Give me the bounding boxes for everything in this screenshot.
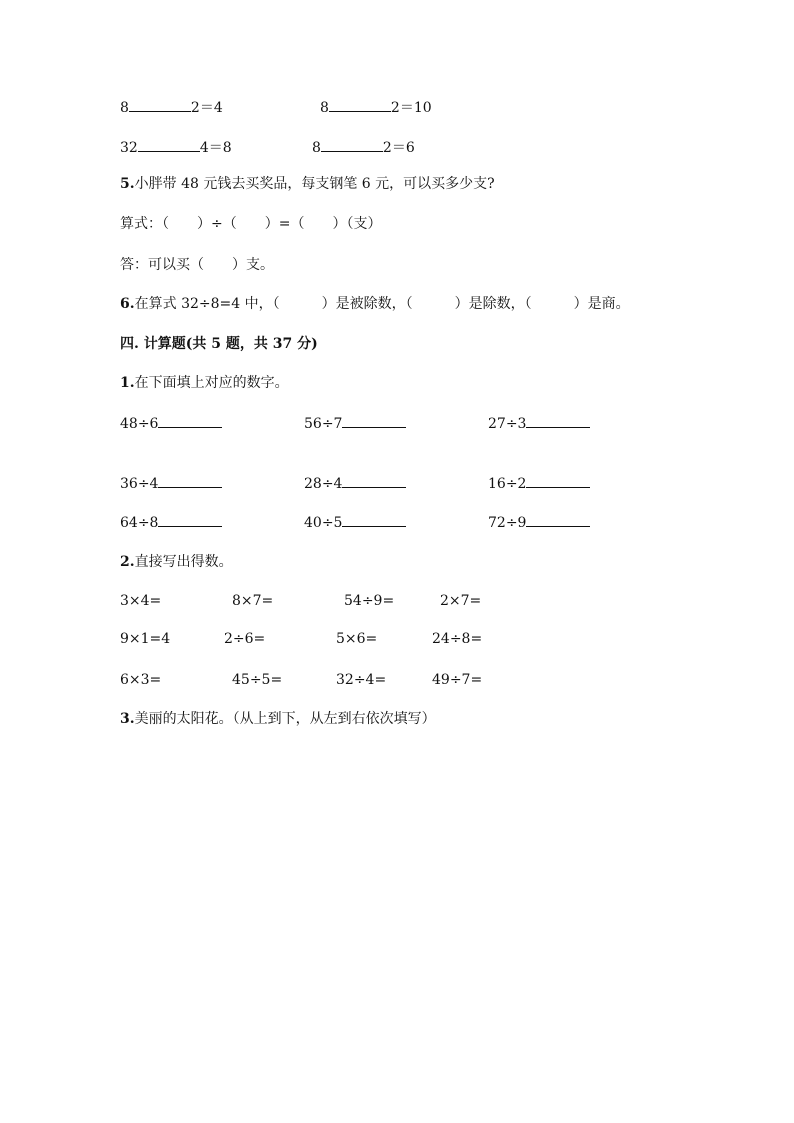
question-text: 小胖带 48 元钱去买奖品，每支钢笔 6 元，可以买多少支? [134, 176, 495, 192]
fill-op-row-1-right [320, 97, 432, 118]
calc-1-item [304, 473, 406, 494]
question-5-formula: 算式：（ ）÷（ ）=（ ）（支） [120, 216, 382, 232]
calc-1-item [488, 413, 590, 434]
expression: 40÷5 [304, 515, 343, 531]
operand: 2＝10 [390, 100, 432, 116]
operand: 8 [320, 100, 329, 116]
expression: 16÷2 [488, 476, 527, 492]
calc-2-item: 24÷8= [432, 631, 483, 647]
calc-2-item: 2×7= [440, 593, 482, 609]
calc-1-item [120, 473, 222, 494]
calc-2-item: 6×3= [120, 672, 162, 688]
fill-op-row-2-right [312, 137, 415, 158]
question-number: 3. [120, 711, 135, 727]
answer-blank[interactable] [342, 473, 406, 488]
question-text: 直接写出得数。 [134, 554, 233, 570]
question-number: 1. [120, 375, 135, 391]
calc-2-item: 49÷7= [432, 672, 483, 688]
calc-1-item [304, 512, 406, 533]
answer-blank[interactable] [158, 413, 222, 428]
expression: 72÷9 [488, 515, 527, 531]
answer-blank[interactable] [526, 512, 590, 527]
answer-blank[interactable] [321, 137, 383, 152]
calc-1-heading [120, 373, 289, 393]
fill-op-row-1-left [120, 97, 223, 118]
answer-blank[interactable] [138, 137, 200, 152]
calc-2-item: 54÷9= [344, 593, 395, 609]
calc-3-heading [120, 709, 436, 729]
question-6 [120, 294, 630, 314]
answer-blank[interactable] [342, 512, 406, 527]
answer-blank[interactable] [158, 512, 222, 527]
calc-1-item [304, 413, 406, 434]
expression: 48÷6 [120, 416, 159, 432]
calc-2-item: 2÷6= [224, 631, 266, 647]
calc-1-item [120, 512, 222, 533]
calc-2-item: 32÷4= [336, 672, 387, 688]
expression: 64÷8 [120, 515, 159, 531]
answer-blank[interactable] [158, 473, 222, 488]
operand: 8 [120, 100, 129, 116]
calc-1-item [488, 473, 590, 494]
calc-1-item [488, 512, 590, 533]
operand: 2＝4 [190, 100, 223, 116]
calc-2-item: 3×4= [120, 593, 162, 609]
answer-blank[interactable] [129, 97, 191, 112]
calc-2-item: 5×6= [336, 631, 378, 647]
calc-2-heading [120, 552, 233, 572]
calc-1-item [120, 413, 222, 434]
question-text: 美丽的太阳花。（从上到下，从左到右依次填写） [134, 711, 436, 727]
operand: 2＝6 [382, 140, 415, 156]
operand: 4＝8 [199, 140, 232, 156]
answer-blank[interactable] [526, 473, 590, 488]
expression: 28÷4 [304, 476, 343, 492]
question-text: 在下面填上对应的数字。 [134, 375, 289, 391]
expression: 36÷4 [120, 476, 159, 492]
section-heading: 四. 计算题(共 5 题，共 37 分) [120, 336, 318, 352]
question-number: 6. [120, 296, 135, 312]
answer-blank[interactable] [342, 413, 406, 428]
calc-2-item: 9×1=4 [120, 631, 171, 647]
operand: 32 [120, 140, 138, 156]
operand: 8 [312, 140, 321, 156]
calc-2-item: 8×7= [232, 593, 274, 609]
answer-blank[interactable] [526, 413, 590, 428]
question-text: 在算式 32÷8=4 中，（ ）是被除数，（ ）是除数，（ ）是商。 [134, 296, 630, 312]
calc-2-item: 45÷5= [232, 672, 283, 688]
fill-op-row-2-left [120, 137, 232, 158]
question-5-answer: 答：可以买（ ）支。 [120, 257, 274, 273]
question-5 [120, 174, 495, 194]
question-number: 2. [120, 554, 135, 570]
expression: 27÷3 [488, 416, 527, 432]
expression: 56÷7 [304, 416, 343, 432]
answer-blank[interactable] [329, 97, 391, 112]
question-number: 5. [120, 176, 135, 192]
